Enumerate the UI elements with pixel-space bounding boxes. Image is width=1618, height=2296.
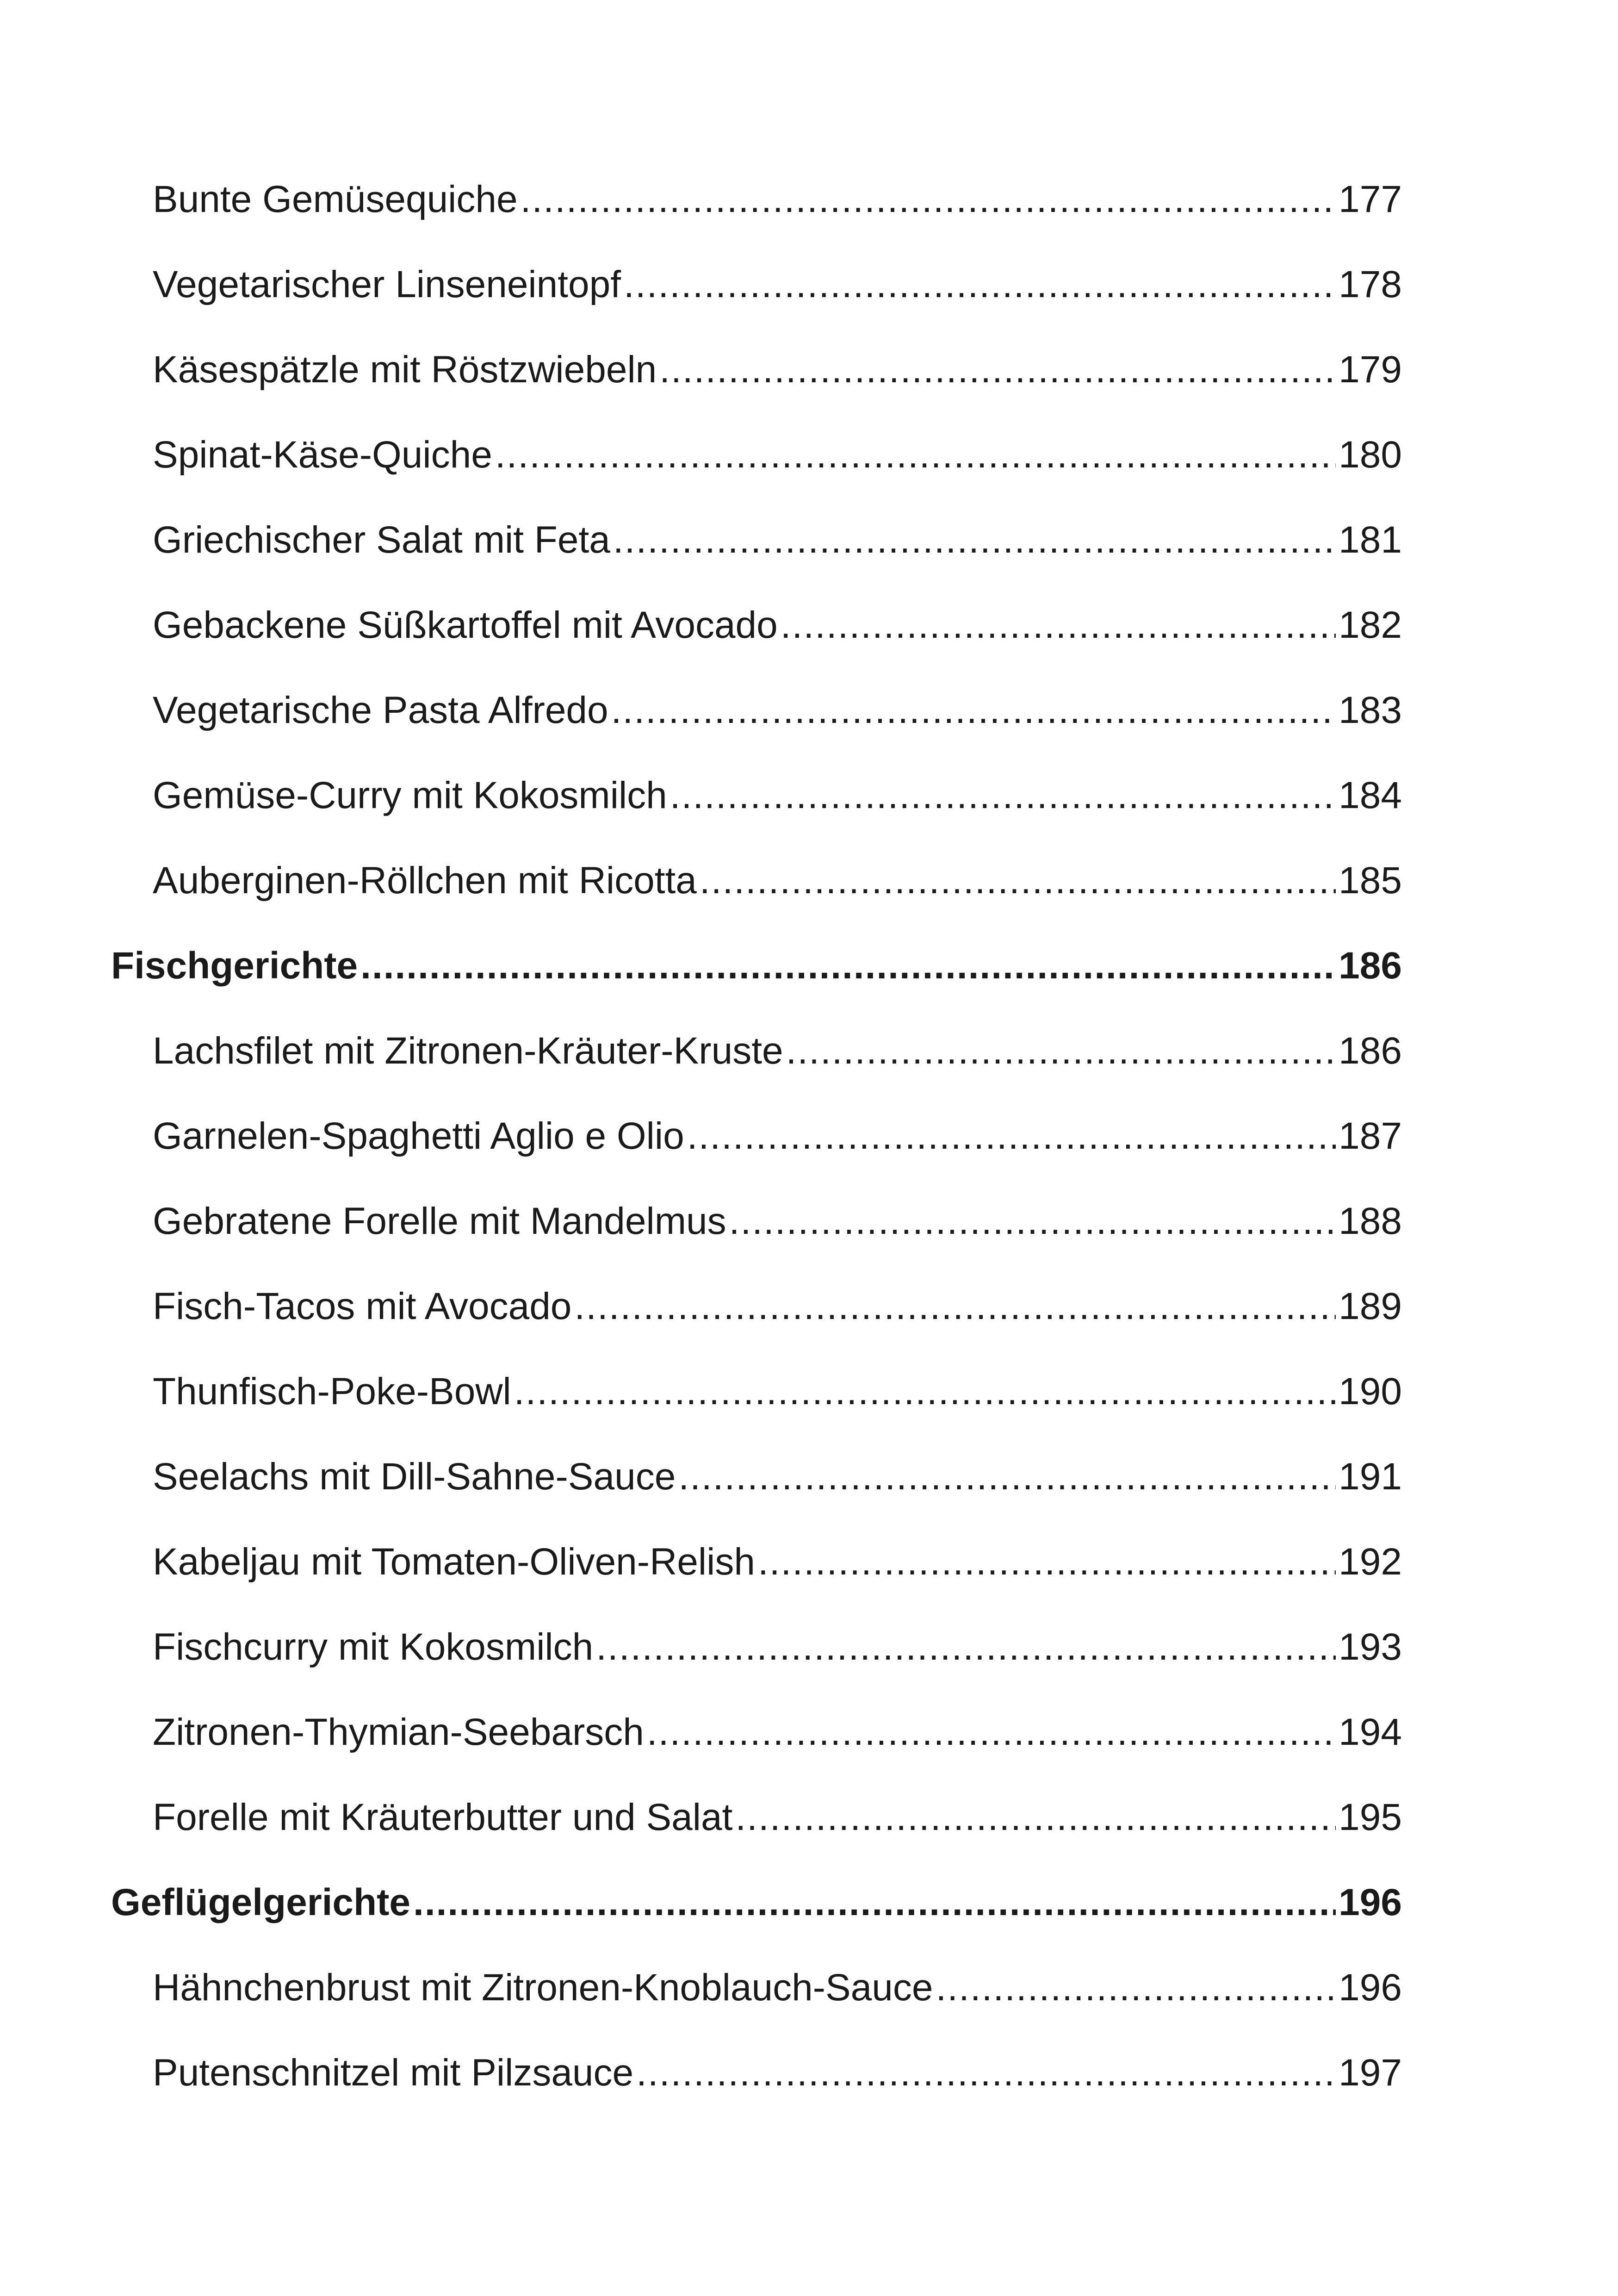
toc-section-entry[interactable] [111, 1860, 1402, 1925]
toc-entry-page: 191 [1339, 1455, 1402, 1498]
toc-entry[interactable] [153, 1350, 1402, 1414]
toc-entry[interactable] [153, 583, 1402, 648]
toc-entry-page: 181 [1339, 518, 1402, 561]
toc-dot-leader [495, 432, 1336, 478]
toc-entry-page: 179 [1339, 348, 1402, 391]
toc-entry-title: Fischcurry mit Kokosmilch [153, 1625, 594, 1668]
toc-dot-leader [758, 1539, 1336, 1585]
toc-dot-leader [514, 1369, 1336, 1414]
toc-dot-leader [786, 1028, 1336, 1074]
toc-entry-title: Vegetarischer Linseneintopf [153, 263, 621, 305]
toc-section-title: Geflügelgerichte [111, 1881, 411, 1923]
toc-entry-title: Käsespätzle mit Röstzwiebeln [153, 348, 657, 391]
toc-dot-leader [670, 773, 1336, 818]
toc-entry-page: 182 [1339, 604, 1402, 646]
toc-section-entry[interactable] [111, 924, 1402, 989]
toc-entry-title: Bunte Gemüsequiche [153, 178, 518, 220]
toc-entry-page: 189 [1339, 1285, 1402, 1327]
toc-entry[interactable] [153, 1690, 1402, 1755]
toc-dot-leader [687, 1114, 1336, 1159]
toc-entry-title: Fisch-Tacos mit Avocado [153, 1285, 572, 1327]
toc-entry[interactable] [153, 839, 1402, 903]
toc-entry[interactable] [153, 413, 1402, 478]
toc-entry[interactable] [153, 753, 1402, 818]
toc-entry[interactable] [153, 1179, 1402, 1244]
toc-dot-leader [624, 262, 1336, 307]
toc-entry-page: 188 [1339, 1200, 1402, 1242]
toc-dot-leader [678, 1454, 1336, 1500]
toc-entry-page: 195 [1339, 1796, 1402, 1838]
toc-dot-leader [781, 603, 1336, 648]
toc-entry-page: 177 [1339, 178, 1402, 220]
toc-section-page: 196 [1339, 1881, 1402, 1923]
toc-dot-leader [659, 347, 1336, 392]
toc-entry-title: Gebratene Forelle mit Mandelmus [153, 1200, 726, 1242]
toc-entry-page: 178 [1339, 263, 1402, 305]
toc-entry-page: 196 [1339, 1966, 1402, 2009]
toc-section-title: Fischgerichte [111, 944, 358, 987]
toc-entry[interactable] [153, 668, 1402, 733]
toc-entry[interactable] [153, 1264, 1402, 1329]
toc-entry[interactable] [153, 243, 1402, 307]
toc-entry[interactable] [153, 2031, 1402, 2096]
toc-entry[interactable] [153, 1775, 1402, 1840]
toc-entry-page: 185 [1339, 859, 1402, 902]
toc-entry[interactable] [153, 1605, 1402, 1670]
toc-entry-title: Vegetarische Pasta Alfredo [153, 689, 608, 731]
toc-entry-page: 186 [1339, 1029, 1402, 1072]
toc-entry-page: 184 [1339, 774, 1402, 816]
toc-dot-leader [360, 943, 1336, 989]
toc-dot-leader [936, 1965, 1336, 2010]
toc-entry-page: 180 [1339, 433, 1402, 476]
toc-entry-title: Lachsfilet mit Zitronen-Kräuter-Kruste [153, 1029, 783, 1072]
toc-dot-leader [413, 1880, 1336, 1925]
toc-section-page: 186 [1339, 944, 1402, 987]
toc-dot-leader [596, 1624, 1336, 1670]
toc-dot-leader [735, 1795, 1336, 1840]
toc-entry-page: 193 [1339, 1625, 1402, 1668]
toc-dot-leader [613, 517, 1336, 563]
toc-entry-title: Putenschnitzel mit Pilzsauce [153, 2051, 634, 2094]
toc-entry[interactable] [153, 1009, 1402, 1074]
toc-entry-title: Auberginen-Röllchen mit Ricotta [153, 859, 697, 902]
toc-entry-title: Gemüse-Curry mit Kokosmilch [153, 774, 667, 816]
toc-entry-title: Griechischer Salat mit Feta [153, 518, 610, 561]
toc-entry-page: 197 [1339, 2051, 1402, 2094]
toc-dot-leader [647, 1710, 1336, 1755]
toc-entry-title: Spinat-Käse-Quiche [153, 433, 492, 476]
toc-entry[interactable] [153, 498, 1402, 563]
toc-entry[interactable] [153, 1435, 1402, 1500]
toc-entry[interactable] [153, 157, 1402, 222]
toc-entry-page: 183 [1339, 689, 1402, 731]
toc-entry-title: Hähnchenbrust mit Zitronen-Knoblauch-Sauce [153, 1966, 933, 2009]
toc-dot-leader [521, 177, 1336, 222]
toc-entry-title: Forelle mit Kräuterbutter und Salat [153, 1796, 733, 1838]
toc-entry-title: Seelachs mit Dill-Sahne-Sauce [153, 1455, 676, 1498]
toc-entry-page: 187 [1339, 1114, 1402, 1157]
toc-dot-leader [700, 858, 1336, 903]
toc-dot-leader [611, 688, 1336, 733]
toc-entry-title: Garnelen-Spaghetti Aglio e Olio [153, 1114, 684, 1157]
toc-entry[interactable] [153, 1946, 1402, 2010]
toc-entry-page: 192 [1339, 1540, 1402, 1583]
toc-entry-title: Thunfisch-Poke-Bowl [153, 1370, 511, 1412]
toc-entry-page: 190 [1339, 1370, 1402, 1412]
toc-entry-title: Kabeljau mit Tomaten-Oliven-Relish [153, 1540, 755, 1583]
toc-entry[interactable] [153, 1520, 1402, 1585]
toc-dot-leader [636, 2050, 1336, 2096]
toc-entry[interactable] [153, 328, 1402, 392]
toc-entry[interactable] [153, 1094, 1402, 1159]
toc-entry-page: 194 [1339, 1711, 1402, 1753]
toc-entry-title: Gebackene Süßkartoffel mit Avocado [153, 604, 778, 646]
toc-dot-leader [574, 1284, 1336, 1329]
toc-dot-leader [729, 1199, 1336, 1244]
toc-entry-title: Zitronen-Thymian-Seebarsch [153, 1711, 644, 1753]
